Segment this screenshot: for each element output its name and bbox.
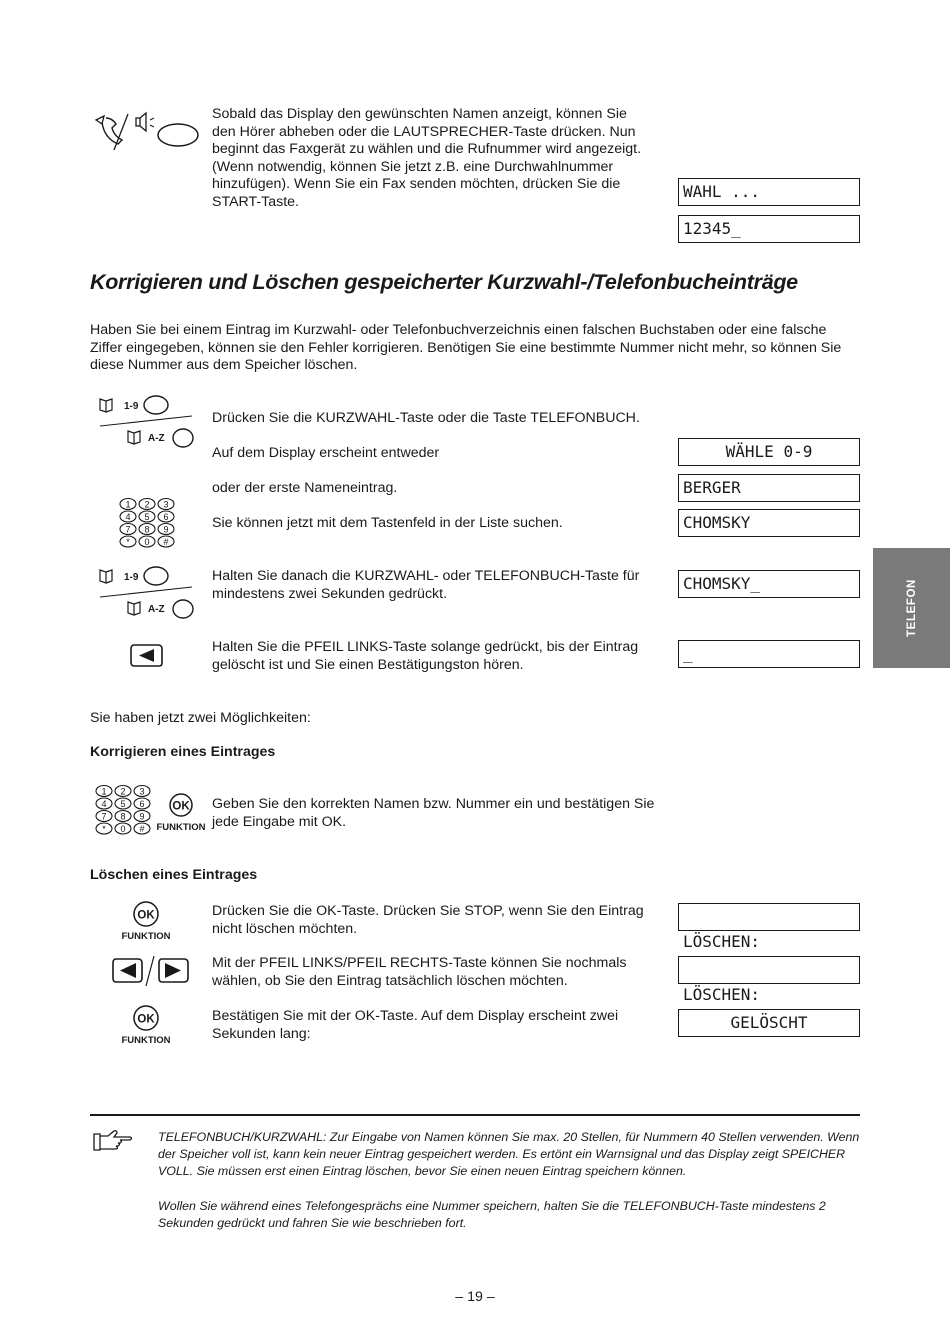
correct-text: Geben Sie den korrekten Namen bzw. Nummer ein und bestätigen Sie jede Eingabe mit OK. xyxy=(212,796,655,830)
step-top-text: Sobald das Display den gewünschten Namen anzeigt, können Sie den Hörer abheben oder die LAUTSPRECHER-Taste drücken. Nun beginnt das Faxgerät zu wählen und die Rufnummer wird angezeigt. (Wenn notwendig, können Sie jetzt z.B. eine Durchwahlnummer hinzufügen). Wenn Sie ein Fax senden möchten, drücken Sie die START-Taste. xyxy=(212,106,642,210)
arrow-left-key-icon xyxy=(130,641,166,669)
side-tab-telefon xyxy=(873,548,950,668)
ok-label: OK xyxy=(137,1013,155,1026)
ok-label: OK xyxy=(172,800,190,813)
keypad-key xyxy=(96,811,112,822)
phonebook-label: A-Z xyxy=(148,433,165,444)
display-wahl: WAHL ... xyxy=(678,178,860,206)
keypad-key xyxy=(96,786,112,797)
delete-step-1-text: Drücken Sie die OK-Taste. Drücken Sie STOP, wenn Sie den Eintrag nicht löschen möchten. xyxy=(212,903,644,937)
phonebook-label: A-Z xyxy=(148,604,165,615)
keypad-key-label: * xyxy=(126,536,130,547)
keypad-key-label: 0 xyxy=(144,536,150,547)
keypad-key xyxy=(96,823,112,834)
keypad-key xyxy=(134,798,150,809)
display-berger: BERGER xyxy=(678,474,860,502)
keypad-key xyxy=(158,499,174,510)
keypad-key-label: 8 xyxy=(120,811,126,822)
section-title: Korrigieren und Löschen gespeicherter Kurzwahl-/Telefonbucheinträge xyxy=(90,270,798,294)
speeddial-label: 1-9 xyxy=(124,572,139,583)
keypad-icon xyxy=(118,496,180,550)
keypad-key-label: 3 xyxy=(139,786,145,797)
display-loeschen-label: LÖSCHEN: xyxy=(683,932,761,951)
delete-step-2-text: Mit der PFEIL LINKS/PFEIL RECHTS-Taste können Sie nochmals wählen, ob Sie den Eintrag tatsächlich löschen möchten. xyxy=(212,955,627,989)
display-loeschen-label: LÖSCHEN: xyxy=(683,985,761,1004)
speeddial-label: 1-9 xyxy=(124,401,139,412)
keypad-icon xyxy=(94,783,156,837)
step-1-text: Drücken Sie die KURZWAHL-Taste oder die Taste TELEFONBUCH. xyxy=(212,410,640,426)
keypad-key-label: 8 xyxy=(144,524,150,535)
keypad-key-label: # xyxy=(163,536,169,547)
speeddial-phonebook-icon xyxy=(96,563,200,623)
keypad-key xyxy=(120,511,136,522)
speeddial-phonebook-icon xyxy=(96,392,200,452)
keypad-key-label: # xyxy=(139,823,145,834)
note-1: TELEFONBUCH/KURZWAHL: Zur Eingabe von Namen können Sie max. 20 Stellen, für Nummern 40 Stellen verwenden. Wenn der Speicher voll ist, kann kein neuer Eintrag gespeichert werden. Es ertönt ein Warnsignal und das Display zeigt SPEICHER VOLL. Sie müssen erst einen Eintrag löschen, bevor Sie einen neuen Eintrag speichern können. xyxy=(158,1130,860,1179)
keypad-key xyxy=(134,811,150,822)
keypad-key-label: 1 xyxy=(101,786,107,797)
display-loeschen-nein xyxy=(678,903,860,951)
ok-funktion-key-icon xyxy=(154,792,208,834)
keypad-key xyxy=(139,536,155,547)
keypad-key-label: 4 xyxy=(125,511,131,522)
page-number: – 19 – xyxy=(455,1289,495,1305)
side-tab-label: TELEFON xyxy=(905,579,918,637)
keypad-key xyxy=(158,511,174,522)
display-loeschen-ja xyxy=(678,956,860,1004)
keypad-key xyxy=(96,798,112,809)
display-number: 12345_ xyxy=(678,215,860,243)
handset-speaker-icon xyxy=(92,110,202,154)
keypad-key xyxy=(134,823,150,834)
keypad-key xyxy=(120,524,136,535)
keypad-key xyxy=(158,536,174,547)
keypad-key xyxy=(120,536,136,547)
step-4-text: Sie können jetzt mit dem Tastenfeld in der Liste suchen. xyxy=(212,515,563,531)
funktion-label: FUNKTION xyxy=(121,931,171,942)
keypad-key xyxy=(115,798,131,809)
keypad-key xyxy=(115,786,131,797)
keypad-key-label: 5 xyxy=(144,511,150,522)
keypad-key-label: 9 xyxy=(139,811,145,822)
ok-label: OK xyxy=(137,909,155,922)
display-waehle: WÄHLE 0-9 xyxy=(678,438,860,466)
note-2: Wollen Sie während eines Telefongesprächs eine Nummer speichern, halten Sie die TELEFONBUCH-Taste mindestens 2 Sekunden gedrückt und fahren Sie wie beschrieben fort. xyxy=(158,1199,826,1231)
keypad-key-label: 4 xyxy=(101,798,107,809)
keypad-key-label: 9 xyxy=(163,524,169,535)
options-text: Sie haben jetzt zwei Möglichkeiten: xyxy=(90,710,311,726)
keypad-key-label: 2 xyxy=(120,786,126,797)
pointing-hand-icon xyxy=(92,1128,136,1156)
ok-funktion-key-icon xyxy=(118,900,174,944)
keypad-key xyxy=(139,511,155,522)
keypad-key-label: 6 xyxy=(163,511,169,522)
keypad-key-label: 7 xyxy=(101,811,107,822)
intro-paragraph: Haben Sie bei einem Eintrag im Kurzwahl- oder Telefonbuchverzeichnis einen falschen Buchstaben oder eine falsche Ziffer eingegeben, können sie den Fehler korrigieren. Benötigen Sie eine bestimmte Nummer nicht mehr, so können Sie diese Nummer aus dem Speicher löschen. xyxy=(90,322,842,374)
keypad-key-label: 0 xyxy=(120,823,126,834)
funktion-label: FUNKTION xyxy=(121,1035,171,1046)
keypad-key xyxy=(139,499,155,510)
step-2-text: Auf dem Display erscheint entweder xyxy=(212,445,440,461)
keypad-key xyxy=(134,786,150,797)
keypad-key-label: 5 xyxy=(120,798,126,809)
correct-heading: Korrigieren eines Eintrages xyxy=(90,744,276,760)
display-cursor: _ xyxy=(678,640,860,668)
keypad-key xyxy=(115,811,131,822)
display-geloescht: GELÖSCHT xyxy=(678,1009,860,1037)
display-chomsky: CHOMSKY xyxy=(678,509,860,537)
keypad-key xyxy=(115,823,131,834)
display-chomsky-cursor: CHOMSKY_ xyxy=(678,570,860,598)
keypad-key xyxy=(158,524,174,535)
keypad-key-label: 1 xyxy=(125,499,131,510)
arrow-left-right-keys-icon xyxy=(112,954,192,988)
keypad-key-label: 2 xyxy=(144,499,150,510)
keypad-key xyxy=(120,499,136,510)
ok-funktion-key-icon xyxy=(118,1004,174,1048)
delete-step-3-text: Bestätigen Sie mit der OK-Taste. Auf dem Display erscheint zwei Sekunden lang: xyxy=(212,1008,619,1042)
keypad-key-label: * xyxy=(102,823,106,834)
divider xyxy=(90,1114,860,1116)
keypad-key xyxy=(139,524,155,535)
keypad-key-label: 6 xyxy=(139,798,145,809)
step-3-text: oder der erste Nameneintrag. xyxy=(212,480,398,496)
step-5-text: Halten Sie danach die KURZWAHL- oder TELEFONBUCH-Taste für mindestens zwei Sekunden gedrückt. xyxy=(212,568,640,602)
keypad-key-label: 7 xyxy=(125,524,131,535)
step-6-text: Halten Sie die PFEIL LINKS-Taste solange gedrückt, bis der Eintrag gelöscht ist und Sie einen Bestätigungston hören. xyxy=(212,639,639,673)
funktion-label: FUNKTION xyxy=(156,822,206,833)
keypad-key-label: 3 xyxy=(163,499,169,510)
delete-heading: Löschen eines Eintrages xyxy=(90,867,258,883)
